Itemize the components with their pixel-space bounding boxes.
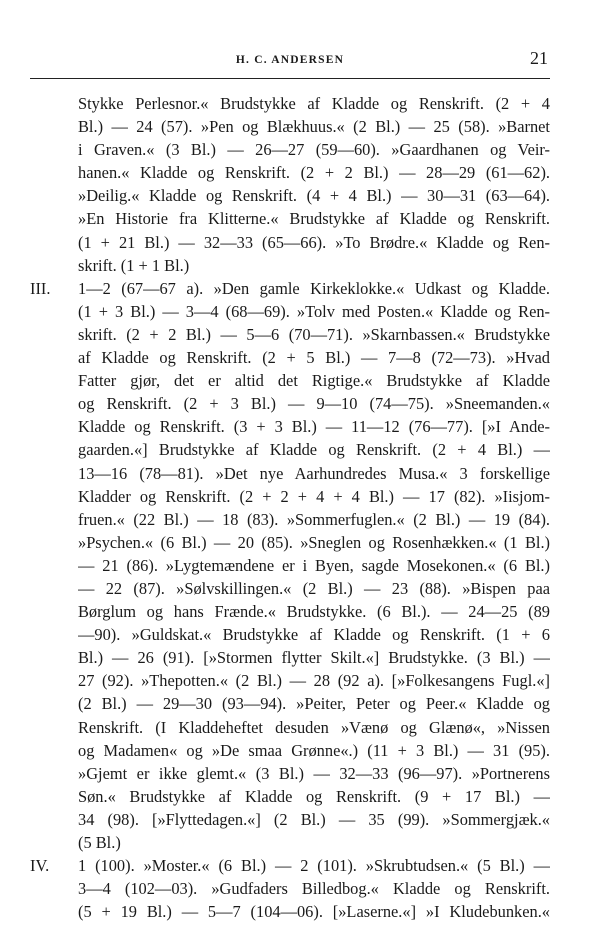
line-text: og Madamen« og »De smaa Grønne«.) (11 + 3 Bl.) — 31 (95). xyxy=(78,740,550,760)
text-line xyxy=(30,231,550,254)
header-rule xyxy=(30,78,550,79)
line-text: 1—2 (67—67 a). »Den gamle Kirkeklokke.« Udkast og Kladde. xyxy=(78,278,550,298)
line-text: — 21 (86). »Lygtemændene er i Byen, sagde Mosekonen.« (6 Bl.) xyxy=(78,555,550,575)
line-text: gaarden.«] Brudstykke af Kladde og Renskrift. (2 + 4 Bl.) — xyxy=(78,440,550,460)
line-text: Søn.« Brudstykke af Kladde og Renskrift. (9 + 17 Bl.) — xyxy=(78,786,550,806)
text-line xyxy=(30,254,550,277)
line-text: af Kladde og Renskrift. (2 + 5 Bl.) — 7—8 (72—73). »Hvad xyxy=(78,348,550,368)
text-line xyxy=(30,369,550,392)
line-text: Bl.) — 24 (57). »Pen og Blækhuus.« (2 Bl.) — 25 (58). »Barnet xyxy=(78,117,550,137)
text-line xyxy=(30,831,550,854)
line-text: skrift. (1 + 1 Bl.) xyxy=(78,255,190,275)
text-line xyxy=(30,462,550,485)
text-line xyxy=(30,646,550,669)
section-number: III. xyxy=(30,278,51,298)
text-line xyxy=(30,485,550,508)
text-line xyxy=(30,415,550,438)
section-number: IV. xyxy=(30,856,50,876)
running-head: H. C. ANDERSEN xyxy=(235,54,345,66)
text-line xyxy=(30,877,550,900)
text-line xyxy=(30,669,550,692)
text-line xyxy=(30,115,550,138)
line-text: Renskrift. (I Kladdeheftet desuden »Vænø og Glænø«, »Nissen xyxy=(78,717,550,737)
line-text: hanen.« Kladde og Renskrift. (2 + 2 Bl.) — 28—29 (61—62). xyxy=(78,163,550,183)
line-text: 34 (98). [»Flyttedagen.«] (2 Bl.) — 35 (99). »Sommergjæk.« xyxy=(78,809,550,829)
page-header xyxy=(30,48,550,70)
text-line xyxy=(30,392,550,415)
text-line xyxy=(30,808,550,831)
text-line xyxy=(30,716,550,739)
line-text: fruen.« (22 Bl.) — 18 (83). »Sommerfuglen.« (2 Bl.) — 19 (84). xyxy=(78,509,550,529)
text-line xyxy=(30,508,550,531)
text-line xyxy=(30,692,550,715)
line-text: — 22 (87). »Sølvskillingen.« (2 Bl.) — 23 (88). »Bispen paa xyxy=(78,578,550,598)
line-text: 27 (92). »Thepotten.« (2 Bl.) — 28 (92 a). [»Folkesangens Fugl.«] xyxy=(78,671,550,691)
text-line xyxy=(30,785,550,808)
text-line xyxy=(30,577,550,600)
line-text: Bl.) — 26 (91). [»Stormen flytter Skilt.«] Brudstykke. (3 Bl.) — xyxy=(78,648,550,668)
line-text: »Psychen.« (6 Bl.) — 20 (85). »Sneglen og Rosenhækken.« (1 Bl.) xyxy=(78,532,550,552)
text-line xyxy=(30,161,550,184)
line-text: (1 + 21 Bl.) — 32—33 (65—66). »To Brødre.« Kladde og Ren- xyxy=(78,232,550,252)
text-line xyxy=(30,323,550,346)
text-line xyxy=(30,854,550,877)
text-line xyxy=(30,438,550,461)
line-text: Børglum og hans Frænde.« Brudstykke. (6 Bl.). — 24—25 (89 xyxy=(78,602,550,622)
line-text: 13—16 (78—81). »Det nye Aarhundredes Musa.« 3 forskellige xyxy=(78,463,550,483)
line-text: i Graven.« (3 Bl.) — 26—27 (59—60). »Gaardhanen og Veir- xyxy=(78,140,550,160)
text-line xyxy=(30,739,550,762)
line-text: Kladde og Renskrift. (3 + 3 Bl.) — 11—12 (76—77). [»I Ande- xyxy=(78,417,550,437)
line-text: skrift. (2 + 2 Bl.) — 5—6 (70—71). »Skarnbassen.« Brudstykke xyxy=(78,324,550,344)
line-text: (1 + 3 Bl.) — 3—4 (68—69). »Tolv med Posten.« Kladde og Ren- xyxy=(78,301,550,321)
text-line xyxy=(30,277,550,300)
text-line xyxy=(30,346,550,369)
line-text: (5 Bl.) xyxy=(78,833,121,852)
text-line xyxy=(30,623,550,646)
text-line xyxy=(30,138,550,161)
line-text: —90). »Guldskat.« Brudstykke af Kladde og Renskrift. (1 + 6 xyxy=(78,625,550,645)
line-text: Fatter gjør, det er altid det Rigtige.« Brudstykke af Kladde xyxy=(78,371,550,391)
text-line xyxy=(30,92,550,115)
line-text: »Gjemt er ikke glemt.« (3 Bl.) — 32—33 (96—97). »Portnerens xyxy=(78,763,550,783)
body-text xyxy=(30,92,550,923)
line-text: og Renskrift. (2 + 3 Bl.) — 9—10 (74—75). »Sneemanden.« xyxy=(78,394,550,414)
text-line xyxy=(30,531,550,554)
line-text: 3—4 (102—03). »Gudfaders Billedbog.« Kladde og Renskrift. xyxy=(78,879,550,899)
text-line xyxy=(30,900,550,923)
line-text: (2 Bl.) — 29—30 (93—94). »Peiter, Peter og Peer.« Kladde og xyxy=(78,694,550,714)
line-text: 1 (100). »Moster.« (6 Bl.) — 2 (101). »Skrubtudsen.« (5 Bl.) — xyxy=(78,856,550,876)
line-text: Stykke Perlesnor.« Brudstykke af Kladde og Renskrift. (2 + 4 xyxy=(78,94,550,113)
text-line xyxy=(30,762,550,785)
text-line xyxy=(30,207,550,230)
line-text: »En Historie fra Klitterne.« Brudstykke af Kladde og Renskrift. xyxy=(78,209,550,229)
page-number: 21 xyxy=(530,48,548,68)
line-text: Kladder og Renskrift. (2 + 2 + 4 + 4 Bl.) — 17 (82). »Iisjom- xyxy=(78,486,550,506)
text-line xyxy=(30,600,550,623)
text-line xyxy=(30,184,550,207)
text-line xyxy=(30,554,550,577)
text-line xyxy=(30,300,550,323)
line-text: (5 + 19 Bl.) — 5—7 (104—06). [»Laserne.«] »I Kludebunken.« xyxy=(78,902,550,922)
line-text: »Deilig.« Kladde og Renskrift. (4 + 4 Bl.) — 30—31 (63—64). xyxy=(78,186,550,206)
